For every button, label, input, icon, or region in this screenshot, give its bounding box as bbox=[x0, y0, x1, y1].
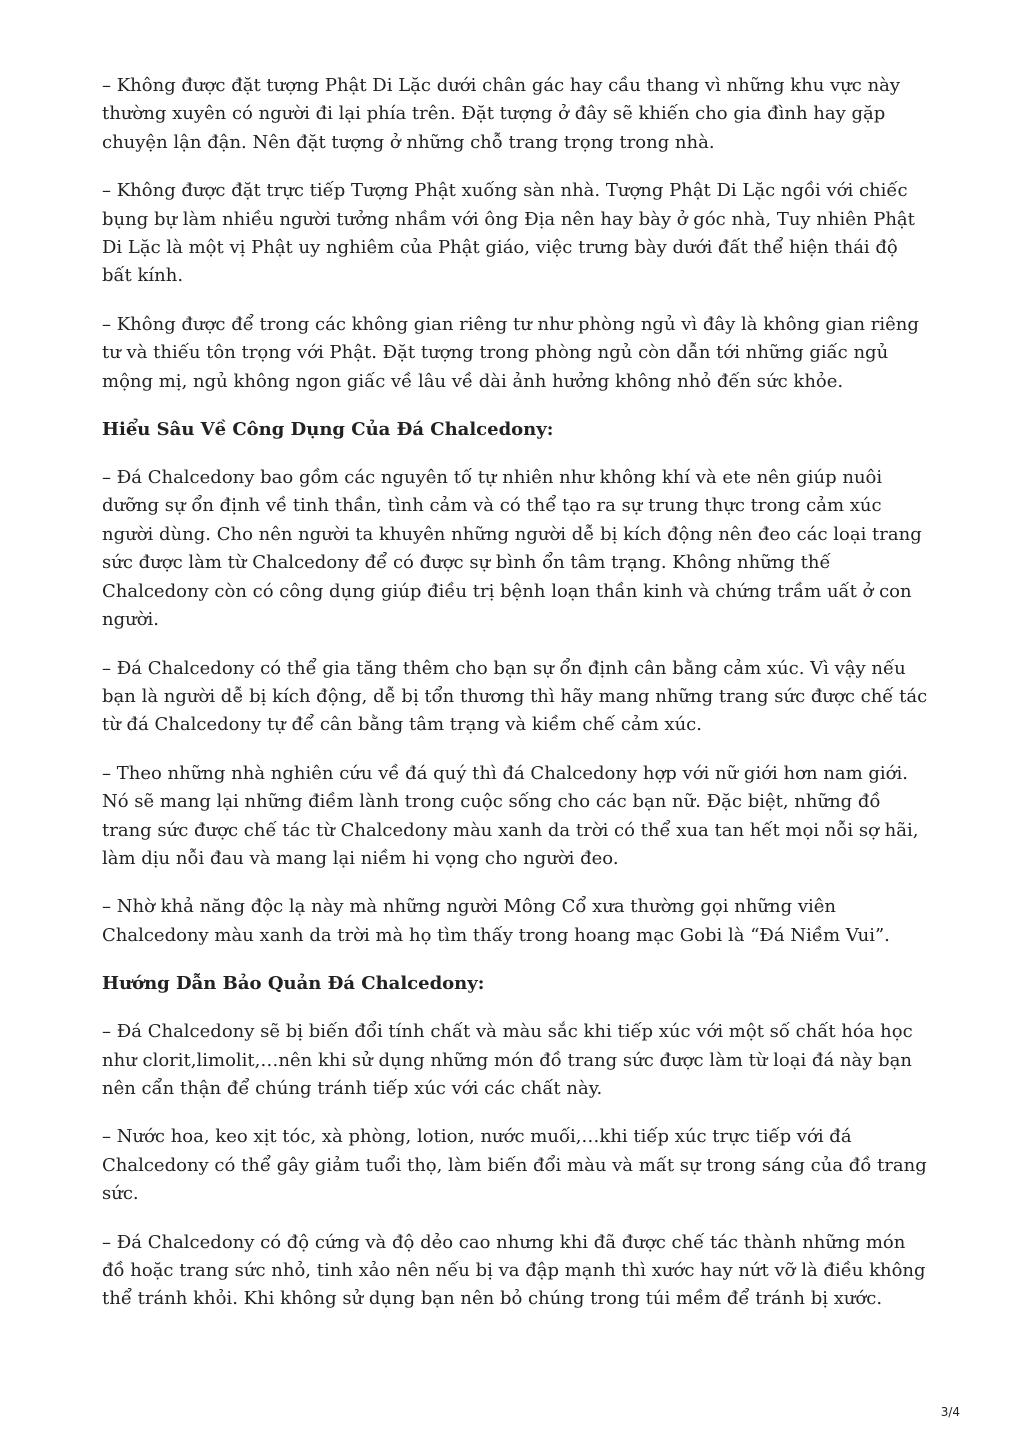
paragraph-statue-bedroom: – Không được để trong các không gian riêng tư như phòng ngủ vì đây là không gian riêng tư và thiếu tôn trọng với Phật. Đặt tượng trong phòng ngủ còn dẫn tới những giấc ngủ mộng mị, ngủ không ngon giấc về lâu về dài ảnh hưởng không nhỏ đến sức khỏe. bbox=[102, 313, 919, 392]
paragraph-care-chemicals: – Đá Chalcedony sẽ bị biến đổi tính chất và màu sắc khi tiếp xúc với một số chất hóa học như clorit,limolit,…nên khi sử dụng những món đồ trang sức được làm từ loại đá này bạn nên cẩn thận để chúng tránh tiếp xúc với các chất này. bbox=[102, 1021, 913, 1099]
paragraph-uses-mongolia: – Nhờ khả năng độc lạ này mà những người Mông Cổ xưa thường gọi những viên Chalcedony màu xanh da trời mà họ tìm thấy trong hoang mạc Gobi là “Đá Niềm Vui”. bbox=[102, 896, 890, 946]
paragraph-statue-floor: – Không được đặt trực tiếp Tượng Phật xuống sàn nhà. Tượng Phật Di Lặc ngồi với chiếc bụng bự làm nhiều người tưởng nhầm với ông Địa nên hay bày ở góc nhà, Tuy nhiên Phật Di Lặc là một vị Phật uy nghiêm của Phật giáo, việc trưng bày dưới đất thể hiện thái độ bất kính. bbox=[102, 180, 915, 287]
paragraph-statue-stairs: – Không được đặt tượng Phật Di Lặc dưới chân gác hay cầu thang vì những khu vực này thường xuyên có người đi lại phía trên. Đặt tượng ở đây sẽ khiến cho gia đình hay gặp chuyện lận đận. Nên đặt tượng ở những chỗ trang trọng trong nhà. bbox=[102, 75, 901, 153]
paragraph-uses-elements: – Đá Chalcedony bao gồm các nguyên tố tự nhiên như không khí và ete nên giúp nuôi dưỡng sự ổn định về tinh thần, tình cảm và có thể tạo ra sự trung thực trong cảm xúc người dùng. Cho nên người ta khuyên những người dễ bị kích động nên đeo các loại trang sức được làm từ Chalcedony để có được sự bình ổn tâm trạng. Không những thế Chalcedony còn có công dụng giúp điều trị bệnh loạn thần kinh và chứng trầm uất ở con người. bbox=[102, 467, 922, 631]
paragraph-care-cosmetics: – Nước hoa, keo xịt tóc, xà phòng, lotion, nước muối,…khi tiếp xúc trực tiếp với đá Chalcedony có thể gây giảm tuổi thọ, làm biến đổi màu và mất sự trong sáng của đồ trang sức. bbox=[102, 1126, 927, 1205]
page-number: 3/4 bbox=[940, 1405, 960, 1419]
heading-chalcedony-uses: Hiểu Sâu Về Công Dụng Của Đá Chalcedony: bbox=[102, 419, 554, 441]
paragraph-uses-balance: – Đá Chalcedony có thể gia tăng thêm cho bạn sự ổn định cân bằng cảm xúc. Vì vậy nếu bạn là người dễ bị kích động, dễ bị tổn thương thì hãy mang những trang sức được chế tác từ đá Chalcedony tự để cân bằng tâm trạng và kiềm chế cảm xúc. bbox=[102, 657, 928, 736]
heading-chalcedony-care: Hướng Dẫn Bảo Quản Đá Chalcedony: bbox=[102, 973, 485, 995]
document-page bbox=[102, 72, 932, 1334]
paragraph-uses-women: – Theo những nhà nghiên cứu về đá quý thì đá Chalcedony hợp với nữ giới hơn nam giới. Nó sẽ mang lại những điềm lành trong cuộc sống cho các bạn nữ. Đặc biệt, những đồ trang sức được chế tác từ Chalcedony màu xanh da trời có thể xua tan hết mọi nỗi sợ hãi, làm dịu nỗi đau và mang lại niềm hi vọng cho người đeo. bbox=[102, 762, 919, 869]
paragraph-care-impact: – Đá Chalcedony có độ cứng và độ dẻo cao nhưng khi đã được chế tác thành những món đồ hoặc trang sức nhỏ, tinh xảo nên nếu bị va đập mạnh thì xước hay nứt vỡ là điều không thể tránh khỏi. Khi không sử dụng bạn nên bỏ chúng trong túi mềm để tránh bị xước. bbox=[102, 1231, 926, 1310]
